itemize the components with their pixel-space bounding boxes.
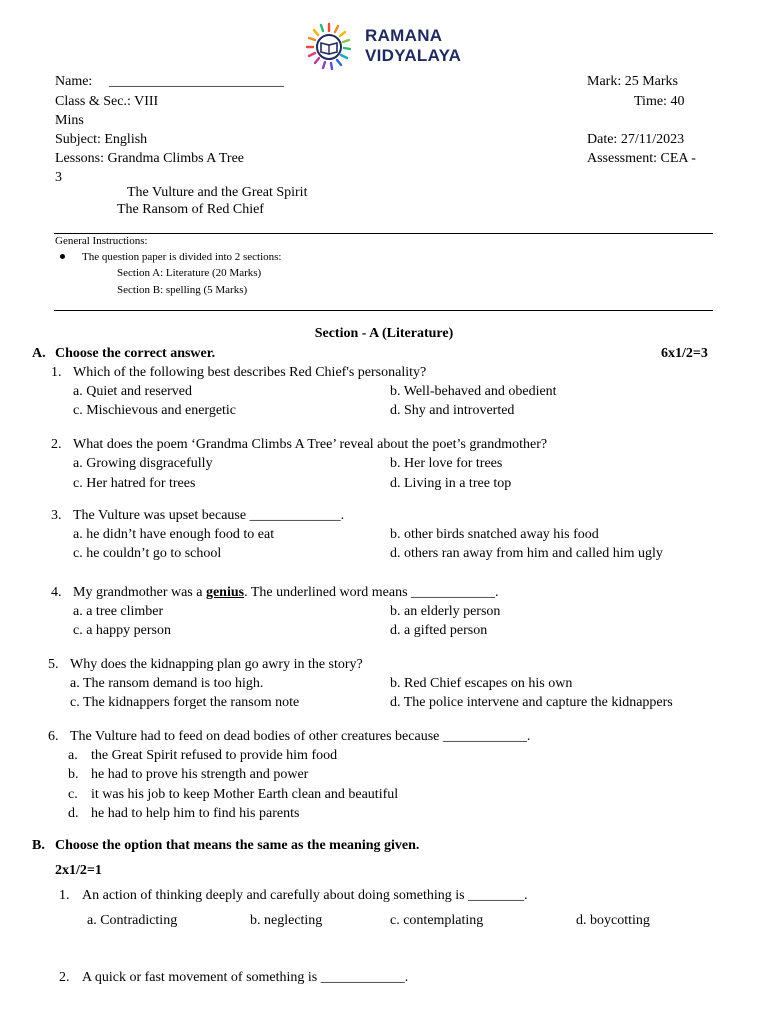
option-letter: a. (68, 748, 78, 763)
question-text: What does the poem ‘Grandma Climbs A Tree’ reveal about the poet’s grandmother? (73, 437, 548, 452)
option: a. a tree climber (73, 604, 164, 619)
option-letter: c. (68, 787, 78, 802)
option: c. Her hatred for trees (73, 476, 196, 491)
option: c. Mischievous and energetic (73, 403, 237, 418)
underlined-word: genius (205, 585, 245, 600)
time-allowed: Time: 40 (634, 94, 685, 109)
instructions-section-b: Section B: spelling (5 Marks) (117, 284, 248, 296)
assessment: Assessment: CEA - (587, 151, 696, 166)
option-text: the Great Spirit refused to provide him food (91, 748, 338, 763)
option: b. other birds snatched away his food (390, 527, 599, 542)
option: c. he couldn’t go to school (73, 546, 222, 561)
part-a-marks: 6x1/2=3 (661, 346, 708, 361)
option: b. Well-behaved and obedient (390, 384, 557, 399)
option: a. Quiet and reserved (73, 384, 192, 399)
section-a-title: Section - A (Literature) (314, 326, 454, 341)
part-a-title: Choose the correct answer. (55, 346, 216, 361)
question-number: 5. (48, 657, 59, 672)
option: c. contemplating (390, 913, 484, 928)
book-emblem-icon (303, 20, 355, 74)
part-b-title: Choose the option that means the same as the meaning given. (55, 838, 420, 853)
instructions-section-a: Section A: Literature (20 Marks) (117, 267, 262, 279)
question-text: The Vulture was upset because _____________. (73, 508, 345, 523)
option: b. Her love for trees (390, 456, 503, 471)
question-number: 3. (51, 508, 62, 523)
option: a. Contradicting (87, 913, 178, 928)
question-number: 4. (51, 585, 62, 600)
question-number: 6. (48, 729, 59, 744)
part-b-label: B. (32, 838, 45, 853)
lessons: Lessons: Grandma Climbs A Tree (55, 151, 245, 166)
school-logo (303, 20, 473, 74)
option: a. Growing disgracefully (73, 456, 213, 471)
exam-date: Date: 27/11/2023 (587, 132, 685, 147)
option: d. Shy and introverted (390, 403, 515, 418)
option-letter: b. (68, 767, 79, 782)
question-text-after: . The underlined word means ____________. (244, 585, 499, 600)
instructions-bullet: The question paper is divided into 2 sections: (82, 251, 282, 263)
option: b. neglecting (250, 913, 323, 928)
name-blank: _________________________ (109, 74, 284, 89)
bullet-icon (60, 254, 65, 259)
lesson-vulture: The Vulture and the Great Spirit (127, 185, 308, 200)
option-letter: d. (68, 806, 79, 821)
option: d. a gifted person (390, 623, 488, 638)
option: c. The kidnappers forget the ransom note (70, 695, 300, 710)
option-text: he had to help him to find his parents (91, 806, 300, 821)
part-a-label: A. (32, 346, 46, 361)
option-text: it was his job to keep Mother Earth clean and beautiful (91, 787, 399, 802)
lesson-ransom: The Ransom of Red Chief (117, 202, 264, 217)
option: d. Living in a tree top (390, 476, 512, 491)
question-text: The Vulture had to feed on dead bodies of other creatures because ____________. (70, 729, 531, 744)
part-b-marks: 2x1/2=1 (55, 863, 102, 878)
class-section: Class & Sec.: VIII (55, 94, 159, 109)
option-text: he had to prove his strength and power (91, 767, 309, 782)
divider-bottom (54, 310, 713, 311)
option: d. boycotting (576, 913, 650, 928)
question-text: Why does the kidnapping plan go awry in the story? (70, 657, 363, 672)
question-number: 2. (59, 970, 70, 985)
divider-top (54, 233, 713, 234)
instructions-title: General Instructions: (55, 235, 148, 247)
option: c. a happy person (73, 623, 171, 638)
question-text: An action of thinking deeply and carefully about doing something is ________. (82, 888, 528, 903)
question-text (73, 585, 499, 601)
question-text-before: My grandmother was a (73, 585, 206, 600)
assessment-number: 3 (55, 170, 62, 185)
option: a. he didn’t have enough food to eat (73, 527, 275, 542)
brand-name-line1: RAMANA (365, 26, 443, 45)
brand-name-line2: VIDYALAYA (365, 46, 462, 65)
question-number: 1. (59, 888, 70, 903)
time-unit: Mins (55, 113, 84, 128)
option: b. Red Chief escapes on his own (390, 676, 573, 691)
option: d. others ran away from him and called him ugly (390, 546, 663, 561)
question-text: A quick or fast movement of something is ____________. (82, 970, 409, 985)
subject: Subject: English (55, 132, 148, 147)
option: d. The police intervene and capture the kidnappers (390, 695, 673, 710)
name-label: Name: (55, 74, 93, 89)
question-text: Which of the following best describes Red Chief's personality? (73, 365, 427, 380)
option: a. The ransom demand is too high. (70, 676, 264, 691)
question-number: 1. (51, 365, 62, 380)
option: b. an elderly person (390, 604, 501, 619)
question-number: 2. (51, 437, 62, 452)
total-marks: Mark: 25 Marks (587, 74, 678, 89)
